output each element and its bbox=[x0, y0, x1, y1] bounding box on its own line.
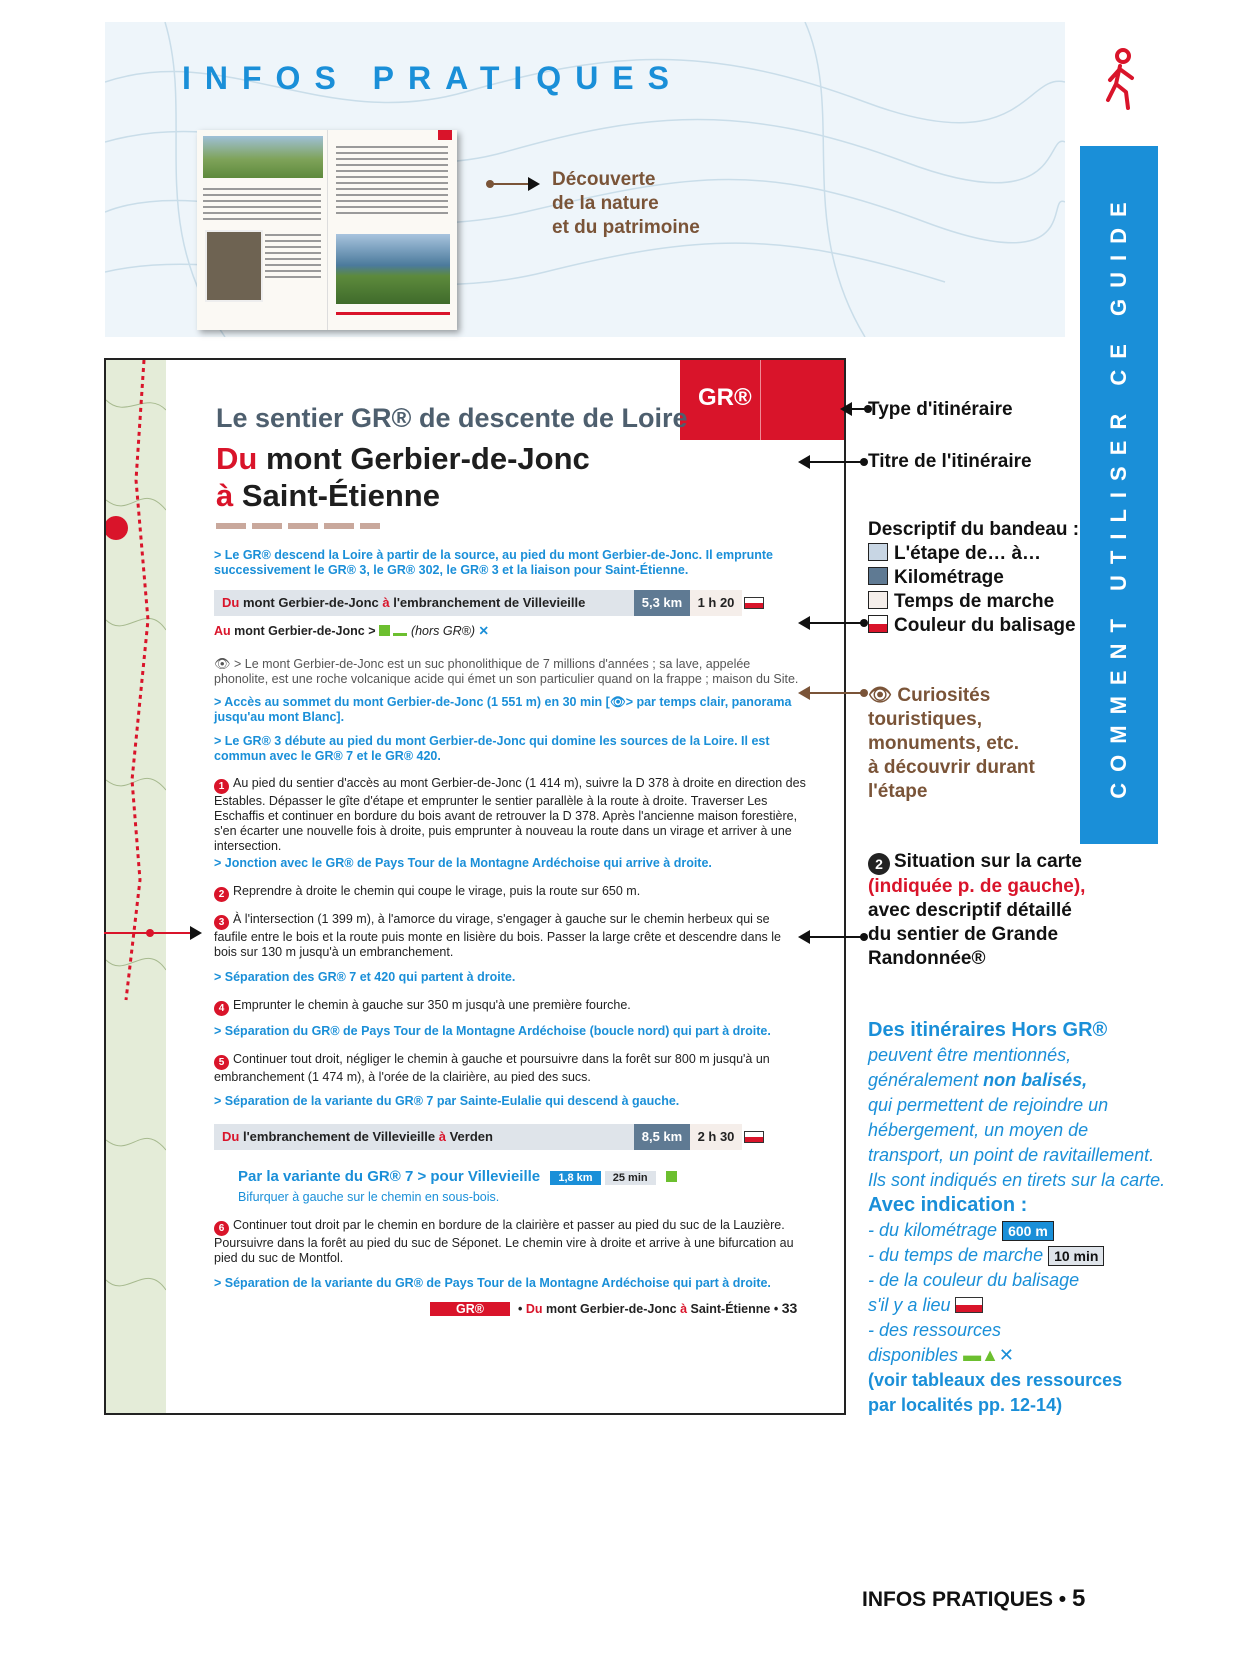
variante-title: Par la variante du GR® 7 > pour Villevieille 1,8 km 25 min bbox=[238, 1168, 677, 1185]
stage-2-distance: 8,5 km bbox=[634, 1124, 690, 1150]
annotation-bandeau: Descriptif du bandeau : L'étape de… à… Kilométrage Temps de marche Couleur du balisage bbox=[868, 519, 1080, 636]
bed-icon bbox=[393, 624, 407, 636]
route-title: Du mont Gerbier-de-Jonc à Saint-Étienne bbox=[216, 441, 590, 513]
arrow-type bbox=[842, 408, 868, 410]
old-photo bbox=[205, 230, 263, 302]
stage-1-distance: 5,3 km bbox=[634, 590, 690, 616]
arrow-situation bbox=[800, 936, 864, 938]
gr-type-tab bbox=[680, 360, 844, 440]
thumbnail-annotation: Découverte de la nature et du patrimoine bbox=[552, 169, 700, 238]
landscape-photo bbox=[203, 136, 323, 178]
thumbnail-arrow bbox=[490, 183, 538, 185]
step-6: 6 Continuer tout droit par le chemin en bordure de la clairière et passer au pied du suc de la Lauzière. Poursuivre dans la forêt au pied du suc de Séponet. Le chemin vire à droite et arrive à une bifurcation au pied du suc de Montfol. bbox=[214, 1218, 794, 1265]
gr3-text: > Le GR® 3 débute au pied du mont Gerbier-de-Jonc qui domine les sources de la Loire. Il est commun avec le GR® 7 et le GR® 420. bbox=[214, 734, 770, 763]
side-map-strip bbox=[106, 360, 166, 1413]
map-pointer-arrow bbox=[150, 932, 200, 934]
lake-photo bbox=[336, 234, 450, 304]
title-divider bbox=[216, 523, 380, 529]
route-subtitle: Le sentier GR® de descente de Loire bbox=[216, 403, 688, 433]
sample-spread-thumbnail bbox=[197, 130, 457, 330]
stage-band-2: Du l'embranchement de Villevieille à Verden bbox=[214, 1124, 674, 1150]
curiosite-text: 👁 > Le mont Gerbier-de-Jonc est un suc phonolithique de 7 millions d'années ; sa lave, appelée phonolite, est une roche volcanique acide qui émet un son particulier quand on la frappe ; maison du Site. bbox=[214, 656, 799, 686]
hiker-icon bbox=[1100, 48, 1140, 112]
intro-text: > Le GR® descend la Loire à partir de la source, au pied du mont Gerbier-de-Jonc. Il emprunte successivement le GR® 3, le GR® 302, le GR® 3 et la liaison pour Saint-Étienne. bbox=[214, 548, 773, 577]
arrow-titre bbox=[800, 461, 864, 463]
section-title: INFOS PRATIQUES bbox=[182, 60, 683, 96]
jonction-text: > Jonction avec le GR® de Pays Tour de la Montagne Ardéchoise qui arrive à droite. bbox=[214, 856, 712, 870]
restaurant-icon: ✕ bbox=[478, 624, 489, 638]
balisage-icon bbox=[955, 1297, 983, 1313]
separation-4: > Séparation de la variante du GR® de Pays Tour de la Montagne Ardéchoise qui part à droite. bbox=[214, 1276, 771, 1290]
separation-2: > Séparation du GR® de Pays Tour de la Montagne Ardéchoise (boucle nord) qui part à droite. bbox=[214, 1024, 771, 1038]
annotation-situation: 2 Situation sur la carte (indiquée p. de gauche), avec descriptif détaillé du sentier de Grande Randonnée® bbox=[868, 851, 1086, 969]
annotation-titre: Titre de l'itinéraire bbox=[868, 451, 1032, 472]
sidebar-label: COMMENT UTILISER CE GUIDE bbox=[1106, 191, 1131, 799]
annotation-curiosites: 👁 Curiosités touristiques, monuments, etc. à découvrir durant l'étape bbox=[868, 685, 1035, 802]
gite-icon bbox=[666, 1171, 677, 1182]
arrow-curiosites bbox=[800, 692, 864, 694]
stage-1-time: 1 h 20 bbox=[690, 590, 742, 616]
stage-band-1: Du mont Gerbier-de-Jonc à l'embranchement de Villevieille bbox=[214, 590, 674, 616]
step-5: 5 Continuer tout droit, négliger le chemin à gauche et poursuivre dans la forêt sur 800 m jusqu'à un embranchement (1 474 m), à l'orée de la clairière, au pied des sucs. bbox=[214, 1052, 770, 1084]
step-2: 2 Reprendre à droite le chemin qui coupe le virage, puis la route sur 650 m. bbox=[214, 884, 806, 902]
gite-icon bbox=[379, 625, 390, 636]
au-line: Au mont Gerbier-de-Jonc > (hors GR®) ✕ bbox=[214, 624, 489, 638]
eye-icon: 👁 bbox=[868, 685, 893, 706]
balisage-icon bbox=[744, 597, 764, 609]
sample-page bbox=[104, 358, 846, 1415]
step-3: 3 À l'intersection (1 399 m), à l'amorce du virage, s'engager à gauche sur le chemin herbeux qui se faufile entre le bois et la route puis monte en lisière du bois. Passer la large crête et descendre dans le bois sur 130 m jusqu'à un embranchement. bbox=[214, 912, 781, 959]
acces-text: > Accès au sommet du mont Gerbier-de-Jonc (1 551 m) en 30 min [👁> par temps clair, panorama jusqu'au mont Blanc]. bbox=[214, 695, 792, 724]
step-1: 1 Au pied du sentier d'accès au mont Gerbier-de-Jonc (1 414 m), suivre la D 378 à droite en direction des Estables. Dépasser le gîte d'étape et emprunter le sentier parallèle à la route à droite. Traverser Les Eschaffis et continuer en bordure du bois avant de retrouver la D 378. Après l'ancienne maison forestière, s'en écarter une nouvelle fois à droite, puis emprunter à nouveau la route dans un virage et arriver à une intersection. bbox=[214, 776, 806, 853]
guide-sidebar bbox=[1080, 146, 1158, 844]
annotation-type: Type d'itinéraire bbox=[868, 399, 1013, 420]
resources-icons: ▬▲ bbox=[963, 1345, 999, 1365]
map-strip-drawing bbox=[106, 360, 166, 1413]
eye-icon: 👁 bbox=[214, 656, 231, 671]
restaurant-icon: ✕ bbox=[998, 1345, 1014, 1365]
hors-gr-block: Des itinéraires Hors GR® peuvent être mentionnés, généralement non balisés, qui permettent de rejoindre un hébergement, un moyen de transport, un point de ravitaillement. Ils sont indiqués en tirets sur la carte. Avec indication : - du kilométrage 600 m - du temps de marche 10 min - de la couleur du balisage s'il y a lieu - des ressources disponibles ▬▲✕ (voir tableaux des ressources par localités pp. 12-14) bbox=[868, 1019, 1166, 1415]
gr-type-label: GR® bbox=[698, 384, 752, 411]
stage-2-time: 2 h 30 bbox=[690, 1124, 742, 1150]
variante-text: Bifurquer à gauche sur le chemin en sous-bois. bbox=[238, 1190, 500, 1204]
page-footer: INFOS PRATIQUES • 5 bbox=[862, 1585, 1086, 1612]
separation-3: > Séparation de la variante du GR® 7 par Sainte-Eulalie qui descend à gauche. bbox=[214, 1094, 680, 1108]
separation-1: > Séparation des GR® 7 et 420 qui partent à droite. bbox=[214, 970, 516, 984]
balisage-icon bbox=[744, 1131, 764, 1143]
step-4: 4 Emprunter le chemin à gauche sur 350 m jusqu'à une première fourche. bbox=[214, 998, 806, 1016]
page-footer-33: GR® • Du mont Gerbier-de-Jonc à Saint-Étienne • 33 bbox=[430, 1300, 797, 1316]
arrow-bandeau bbox=[800, 622, 864, 624]
